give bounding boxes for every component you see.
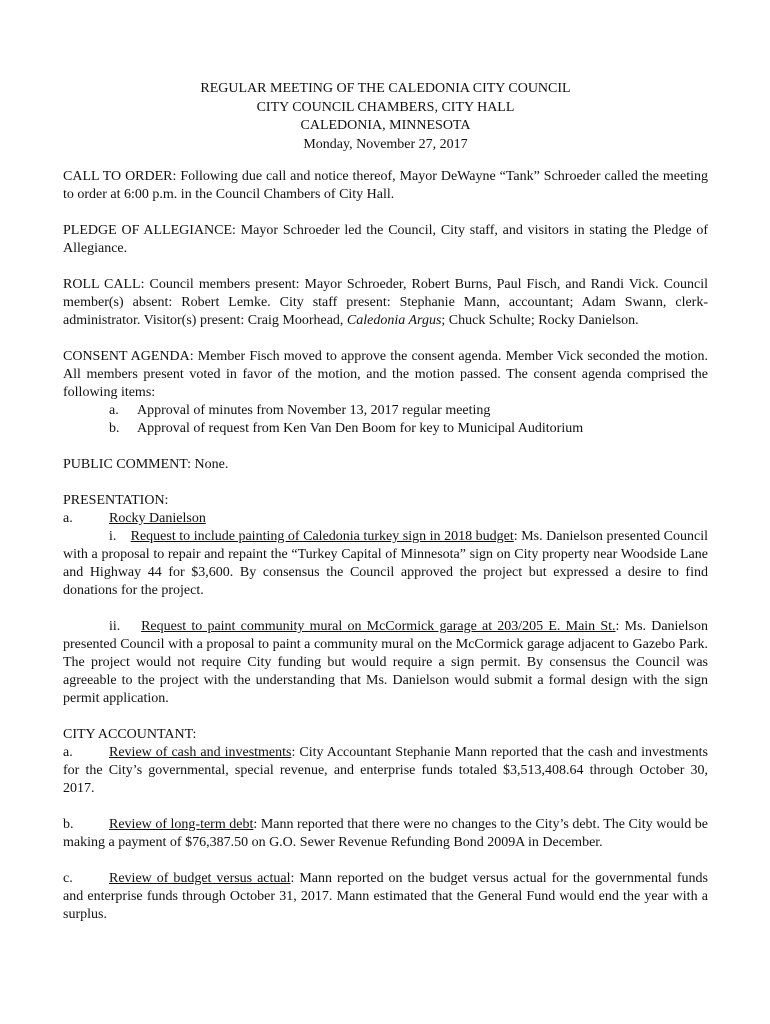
roll-call-text-end: ; Chuck Schulte; Rocky Danielson.: [441, 313, 639, 328]
presentation-subheading: [63, 510, 708, 528]
presentation-heading: PRESENTATION:: [63, 493, 169, 508]
item-title: Request to include painting of Caledonia turkey sign in 2018 budget: [130, 529, 514, 544]
item-title: Review of long-term debt: [109, 817, 254, 832]
roll-call-text: ROLL CALL: Council members present: Mayor Schroeder, Robert Burns, Paul Fisch, and Randi Vick. Council member(s) absent: Robert Lemke. City staff present: Stephanie Mann, accountant; Adam Swann, clerk-administrator. Visitor(s) present: Craig Moorhead,: [63, 277, 708, 328]
newspaper-name: Caledonia Argus: [346, 313, 442, 328]
presentation-item: [63, 618, 708, 708]
roll-call-paragraph: [63, 276, 708, 330]
presenter-name: Rocky Danielson: [109, 511, 206, 526]
item-text: : Mann reported that there were no changes to the City’s debt. The City would be making a payment of $76,387.50 on G.O. Sewer Revenue Refunding Bond 2009A in December.: [63, 817, 708, 850]
presentation-item: [63, 528, 708, 600]
meeting-date: Monday, November 27, 2017: [303, 136, 468, 152]
meeting-location: CITY COUNCIL CHAMBERS, CITY HALL: [256, 99, 515, 115]
list-marker: c.: [63, 871, 73, 886]
list-marker: i.: [109, 529, 117, 544]
consent-agenda-item: [63, 402, 708, 420]
consent-agenda-paragraph: CONSENT AGENDA: Member Fisch moved to approve the consent agenda. Member Vick seconded the motion. All members present voted in favor of the motion, and the motion passed. The consent agenda comprised the following items:: [63, 349, 708, 400]
list-marker: a.: [109, 403, 119, 418]
list-item-text: Approval of request from Ken Van Den Boom for key to Municipal Auditorium: [137, 421, 584, 436]
item-text: : Mann reported on the budget versus actual for the governmental funds and enterprise funds through October 31, 2017. Mann estimated that the General Fund would end the year with a surplus.: [63, 871, 708, 922]
item-title: Request to paint community mural on McCormick garage at 203/205 E. Main St.: [141, 619, 616, 634]
meeting-city: CALEDONIA, MINNESOTA: [300, 118, 471, 133]
list-marker: b.: [63, 817, 74, 832]
item-text: : Ms. Danielson presented Council with a proposal to repair and repaint the “Turkey Capital of Minnesota” sign on City property near Woodside Lane and Highway 44 for $3,600. By consensus the Council approved the project but expressed a desire to find donations for the project.: [63, 529, 708, 598]
item-title: Review of cash and investments: [109, 745, 292, 760]
call-to-order-paragraph: CALL TO ORDER: Following due call and notice thereof, Mayor DeWayne “Tank” Schroeder called the meeting to order at 6:00 p.m. in the Council Chambers of City Hall.: [63, 169, 708, 202]
list-marker: a.: [63, 745, 73, 760]
list-marker: b.: [109, 421, 120, 436]
pledge-paragraph: PLEDGE OF ALLEGIANCE: Mayor Schroeder led the Council, City staff, and visitors in stating the Pledge of Allegiance.: [63, 223, 708, 256]
item-text: : City Accountant Stephanie Mann reported that the cash and investments for the City’s governmental, special revenue, and enterprise funds totaled $3,513,408.64 through October 30, 2017.: [63, 745, 708, 796]
item-title: Review of budget versus actual: [109, 871, 291, 886]
accountant-item: [63, 816, 708, 852]
public-comment-paragraph: PUBLIC COMMENT: None.: [63, 457, 229, 472]
minutes-page: [63, 80, 708, 942]
meeting-title: REGULAR MEETING OF THE CALEDONIA CITY COUNCIL: [200, 81, 571, 96]
accountant-item: [63, 744, 708, 798]
list-marker: a.: [63, 511, 73, 526]
document-header: [63, 80, 708, 154]
list-marker: ii.: [109, 619, 121, 634]
list-item-text: Approval of minutes from November 13, 2017 regular meeting: [137, 403, 491, 418]
item-text: : Ms. Danielson presented Council with a proposal to paint a community mural on the McCormick garage adjacent to Gazebo Park. The project would not require City funding but would require a sign permit. By consensus the Council was agreeable to the project with the understanding that Ms. Danielson would submit a formal design with the sign permit application.: [63, 619, 708, 706]
accountant-item: [63, 870, 708, 924]
city-accountant-heading: CITY ACCOUNTANT:: [63, 727, 197, 742]
consent-agenda-item: [63, 420, 708, 438]
